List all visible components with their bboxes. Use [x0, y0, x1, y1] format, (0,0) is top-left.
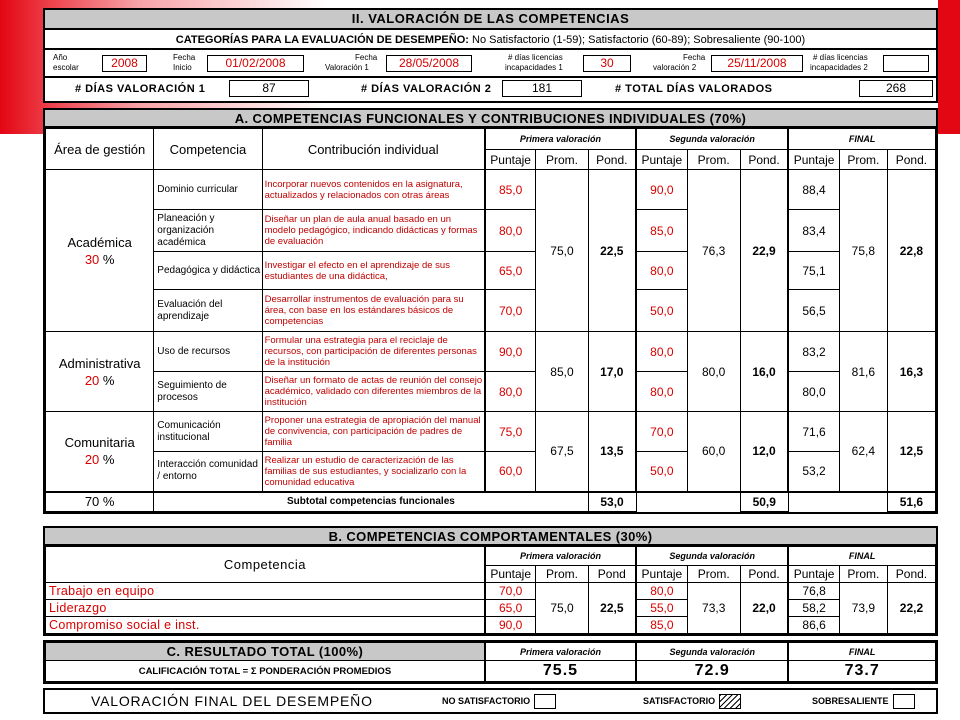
- year-field[interactable]: 2008: [102, 55, 147, 72]
- year-label-2: escolar: [53, 63, 79, 72]
- avg-2-cell: 73,3: [687, 583, 740, 634]
- weight-2-cell: 22,9: [740, 170, 788, 332]
- lic2-label-2: incapacidades 2: [810, 63, 868, 72]
- final-header: FINAL: [788, 547, 935, 566]
- valuation-header: [43, 8, 938, 103]
- area-pct-symbol: %: [99, 372, 115, 388]
- behavioral-competencies-table: [45, 546, 936, 634]
- contribution-cell: Diseñar un formato de actas de reunión del consejo académico, validado con diferentes miembros de la institución: [262, 372, 485, 412]
- weight-1-cell: 22,5: [588, 583, 636, 634]
- contribution-cell: Realizar un estudio de caracterización de las familias de sus estudiantes, y socializarlo con la comunidad educativa: [262, 452, 485, 492]
- weight-2-cell: 12,0: [740, 412, 788, 492]
- area-pct: 20: [84, 372, 100, 388]
- score-1-cell[interactable]: 80,0: [485, 372, 536, 412]
- first-valuation-header: Primera valoración: [485, 129, 636, 150]
- val1-date-label-1: Fecha: [355, 53, 378, 62]
- first-valuation-header: Primera valoración: [485, 547, 636, 566]
- avg-f-cell: 62,4: [839, 412, 887, 492]
- subtotal-gap: [636, 492, 740, 512]
- option-outstanding: [812, 694, 915, 709]
- score-f-cell: 53,2: [788, 452, 839, 492]
- val1-date-field[interactable]: 28/05/2008: [386, 55, 472, 72]
- avg-header-1: Prom.: [536, 150, 588, 170]
- score-1-cell[interactable]: 60,0: [485, 452, 536, 492]
- score-2-cell[interactable]: 55,0: [636, 600, 687, 617]
- subtotal-pct: 70 %: [46, 492, 154, 512]
- val1-date-label-2: Valoración 1: [325, 63, 369, 72]
- score-2-cell[interactable]: 80,0: [636, 372, 687, 412]
- score-f-cell: 88,4: [788, 170, 839, 210]
- contribution-header: Contribución individual: [262, 129, 485, 170]
- score-f-cell: 58,2: [788, 600, 839, 617]
- score-1-cell[interactable]: 70,0: [485, 583, 536, 600]
- weight-1-cell: 13,5: [588, 412, 636, 492]
- val2-date-field[interactable]: 25/11/2008: [711, 55, 803, 72]
- final-header: FINAL: [788, 129, 935, 150]
- table-row: [46, 332, 936, 372]
- avg-1-cell: 67,5: [536, 412, 588, 492]
- table-row: [46, 210, 936, 252]
- dias1-field[interactable]: 87: [229, 80, 309, 97]
- score-2-cell[interactable]: 50,0: [636, 290, 687, 332]
- competence-cell: Interacción comunidad / entorno: [154, 452, 262, 492]
- avg-2-cell: 60,0: [687, 412, 740, 492]
- table-row: [46, 412, 936, 452]
- checkbox-satisfactory[interactable]: [719, 694, 741, 709]
- table-row: [46, 170, 936, 210]
- categories-label: CATEGORÍAS PARA LA EVALUACIÓN DE DESEMPEÑO:: [175, 34, 469, 46]
- avg-1-cell: 75,0: [536, 170, 588, 332]
- table-row: [46, 583, 936, 600]
- score-1-cell[interactable]: 90,0: [485, 332, 536, 372]
- weight-1-cell: 22,5: [588, 170, 636, 332]
- score-1-cell[interactable]: 80,0: [485, 210, 536, 252]
- second-valuation-header: Segunda valoración: [636, 129, 788, 150]
- contribution-cell: Investigar el efecto en el aprendizaje de sus estudiantes de una didáctica,: [262, 252, 485, 290]
- val2-date-label-2: valoración 2: [653, 63, 697, 72]
- competence-cell: Pedagógica y didáctica: [154, 252, 262, 290]
- section-a: [43, 108, 938, 514]
- score-2-cell[interactable]: 85,0: [636, 210, 687, 252]
- edge-decoration: [938, 0, 960, 134]
- categories-line: [45, 31, 936, 50]
- option-not-satisfactory: [442, 694, 556, 709]
- table-row: [46, 617, 936, 634]
- table-row: [46, 600, 936, 617]
- total-score-label: CALIFICACIÓN TOTAL = Σ PONDERACIÓN PROMEDIOS: [46, 661, 485, 682]
- functional-competencies-table: [45, 128, 936, 512]
- weight-f-cell: 22,8: [887, 170, 935, 332]
- competence-cell: Liderazgo: [46, 600, 485, 617]
- area-pct: 30: [84, 251, 100, 267]
- contribution-cell: Incorporar nuevos contenidos en la asignatura, actualizados y relacionados con otras áreas: [262, 170, 485, 210]
- weight-header-1: Pond.: [588, 150, 636, 170]
- table-row: [46, 252, 936, 290]
- score-2-cell[interactable]: 80,0: [636, 332, 687, 372]
- dias2-field[interactable]: 181: [502, 80, 582, 97]
- total-score-1: 75.5: [485, 661, 636, 682]
- section-c: [43, 640, 938, 684]
- weight-f-cell: 16,3: [887, 332, 935, 412]
- section-b: [43, 526, 938, 636]
- first-valuation-header: Primera valoración: [485, 643, 636, 661]
- option-label: SATISFACTORIO: [643, 695, 716, 706]
- contribution-cell: Formular una estrategia para el reciclaje de recursos, con participación de diferentes personas de la institución: [262, 332, 485, 372]
- score-f-cell: 75,1: [788, 252, 839, 290]
- competence-cell: Planeación y organización académica: [154, 210, 262, 252]
- table-row: [46, 290, 936, 332]
- section-a-title: A. COMPETENCIAS FUNCIONALES Y CONTRIBUCIONES INDIVIDUALES (70%): [45, 110, 936, 128]
- competence-cell: Evaluación del aprendizaje: [154, 290, 262, 332]
- total-days-field[interactable]: 268: [859, 80, 933, 97]
- score-1-cell[interactable]: 85,0: [485, 170, 536, 210]
- subtotal-2: 50,9: [740, 492, 788, 512]
- score-f-cell: 71,6: [788, 412, 839, 452]
- final-header: FINAL: [788, 643, 935, 661]
- section-title: II. VALORACIÓN DE LAS COMPETENCIAS: [45, 10, 936, 30]
- avg-1-cell: 75,0: [536, 583, 588, 634]
- competence-cell: Uso de recursos: [154, 332, 262, 372]
- score-f-cell: 83,2: [788, 332, 839, 372]
- avg-header-1: Prom.: [536, 565, 588, 583]
- area-administrativa: [46, 332, 154, 412]
- dias1-label: # DÍAS VALORACIÓN 1: [75, 83, 206, 95]
- total-score-2: 72.9: [636, 661, 788, 682]
- weight-2-cell: 16,0: [740, 332, 788, 412]
- weight-2-cell: 22,0: [740, 583, 788, 634]
- avg-header-f: Prom.: [839, 565, 887, 583]
- score-header-2: Puntaje: [636, 565, 687, 583]
- area-pct-symbol: %: [99, 251, 115, 267]
- score-header-1: Puntaje: [485, 150, 536, 170]
- score-header-2: Puntaje: [636, 150, 687, 170]
- score-1-cell[interactable]: 65,0: [485, 252, 536, 290]
- year-label-1: Año: [53, 53, 68, 62]
- checkbox-not-satisfactory[interactable]: [534, 694, 556, 709]
- weight-f-cell: 12,5: [887, 412, 935, 492]
- weight-header-f: Pond.: [887, 565, 935, 583]
- contribution-cell: Diseñar un plan de aula anual basado en un modelo pedagógico, indicando didácticas y formas de evaluación: [262, 210, 485, 252]
- score-f-cell: 80,0: [788, 372, 839, 412]
- total-days-label: # TOTAL DÍAS VALORADOS: [615, 83, 773, 95]
- second-valuation-header: Segunda valoración: [636, 547, 788, 566]
- section-b-title: B. COMPETENCIAS COMPORTAMENTALES (30%): [45, 528, 936, 546]
- table-row: [46, 372, 936, 412]
- dias2-label: # DÍAS VALORACIÓN 2: [361, 83, 492, 95]
- weight-1-cell: 17,0: [588, 332, 636, 412]
- checkbox-outstanding[interactable]: [893, 694, 915, 709]
- weight-header-2: Pond.: [740, 150, 788, 170]
- competence-header: Competencia: [154, 129, 262, 170]
- score-f-cell: 76,8: [788, 583, 839, 600]
- subtotal-gap: [788, 492, 887, 512]
- weight-header-1: Pond: [588, 565, 636, 583]
- total-result-table: [45, 642, 936, 682]
- score-f-cell: 83,4: [788, 210, 839, 252]
- table-row: [46, 452, 936, 492]
- area-name: Comunitaria: [64, 435, 135, 451]
- lic2-label-1: # días licencias: [813, 53, 868, 62]
- score-header-f: Puntaje: [788, 565, 839, 583]
- score-1-cell[interactable]: 65,0: [485, 600, 536, 617]
- avg-2-cell: 80,0: [687, 332, 740, 412]
- avg-f-cell: 75,8: [839, 170, 887, 332]
- avg-header-2: Prom.: [687, 565, 740, 583]
- subtotal-label: Subtotal competencias funcionales: [154, 492, 588, 512]
- area-name: Administrativa: [58, 355, 141, 371]
- competence-cell: Seguimiento de procesos: [154, 372, 262, 412]
- val2-date-label-1: Fecha: [683, 53, 706, 62]
- score-2-cell[interactable]: 70,0: [636, 412, 687, 452]
- start-label-2: Inicio: [173, 63, 192, 72]
- option-label: SOBRESALIENTE: [812, 695, 889, 706]
- second-valuation-header: Segunda valoración: [636, 643, 788, 661]
- competence-cell: Dominio curricular: [154, 170, 262, 210]
- lic1-label-2: incapacidades 1: [505, 63, 563, 72]
- score-1-cell[interactable]: 90,0: [485, 617, 536, 634]
- area-academica: [46, 170, 154, 332]
- section-c-title: C. RESULTADO TOTAL (100%): [46, 643, 485, 661]
- weight-header-f: Pond.: [887, 150, 935, 170]
- score-f-cell: 56,5: [788, 290, 839, 332]
- competence-cell: Compromiso social e inst.: [46, 617, 485, 634]
- subtotal-1: 53,0: [588, 492, 636, 512]
- categories-text: No Satisfactorio (1-59); Satisfactorio (60-89); Sobresaliente (90-100): [468, 34, 806, 46]
- avg-2-cell: 76,3: [687, 170, 740, 332]
- area-name: Académica: [67, 234, 132, 250]
- option-label: NO SATISFACTORIO: [442, 695, 531, 706]
- score-1-cell[interactable]: 70,0: [485, 290, 536, 332]
- total-score-final: 73.7: [788, 661, 935, 682]
- competence-header: Competencia: [46, 547, 485, 583]
- avg-header-f: Prom.: [839, 150, 887, 170]
- avg-1-cell: 85,0: [536, 332, 588, 412]
- start-date-field[interactable]: 01/02/2008: [207, 55, 304, 72]
- lic2-field[interactable]: [883, 55, 929, 72]
- subtotal-f: 51,6: [887, 492, 935, 512]
- score-header-1: Puntaje: [485, 565, 536, 583]
- contribution-cell: Desarrollar instrumentos de evaluación para su área, con base en los estándares básicos de competencias: [262, 290, 485, 332]
- area-comunitaria: [46, 412, 154, 492]
- start-label-1: Fecha: [173, 53, 196, 62]
- avg-f-cell: 73,9: [839, 583, 887, 634]
- score-f-cell: 86,6: [788, 617, 839, 634]
- score-2-cell[interactable]: 90,0: [636, 170, 687, 210]
- final-valuation-label: VALORACIÓN FINAL DEL DESEMPEÑO: [91, 693, 373, 709]
- area-pct-symbol: %: [99, 452, 115, 468]
- competence-cell: Comunicación institucional: [154, 412, 262, 452]
- lic1-label-1: # días licencias: [508, 53, 563, 62]
- score-1-cell[interactable]: 75,0: [485, 412, 536, 452]
- header-divider: [45, 76, 936, 78]
- weight-f-cell: 22,2: [887, 583, 935, 634]
- score-2-cell[interactable]: 80,0: [636, 252, 687, 290]
- contribution-cell: Proponer una estrategia de apropiación del manual de convivencia, con participación de padres de familia: [262, 412, 485, 452]
- final-valuation: [43, 688, 938, 714]
- weight-header-2: Pond.: [740, 565, 788, 583]
- avg-f-cell: 81,6: [839, 332, 887, 412]
- avg-header-2: Prom.: [687, 150, 740, 170]
- score-header-f: Puntaje: [788, 150, 839, 170]
- score-2-cell[interactable]: 50,0: [636, 452, 687, 492]
- score-2-cell[interactable]: 85,0: [636, 617, 687, 634]
- option-satisfactory: [643, 694, 741, 709]
- lic1-field[interactable]: 30: [583, 55, 631, 72]
- score-2-cell[interactable]: 80,0: [636, 583, 687, 600]
- area-header: Área de gestión: [46, 129, 154, 170]
- area-pct: 20: [84, 452, 100, 468]
- competence-cell: Trabajo en equipo: [46, 583, 485, 600]
- subtotal-row: [46, 492, 936, 512]
